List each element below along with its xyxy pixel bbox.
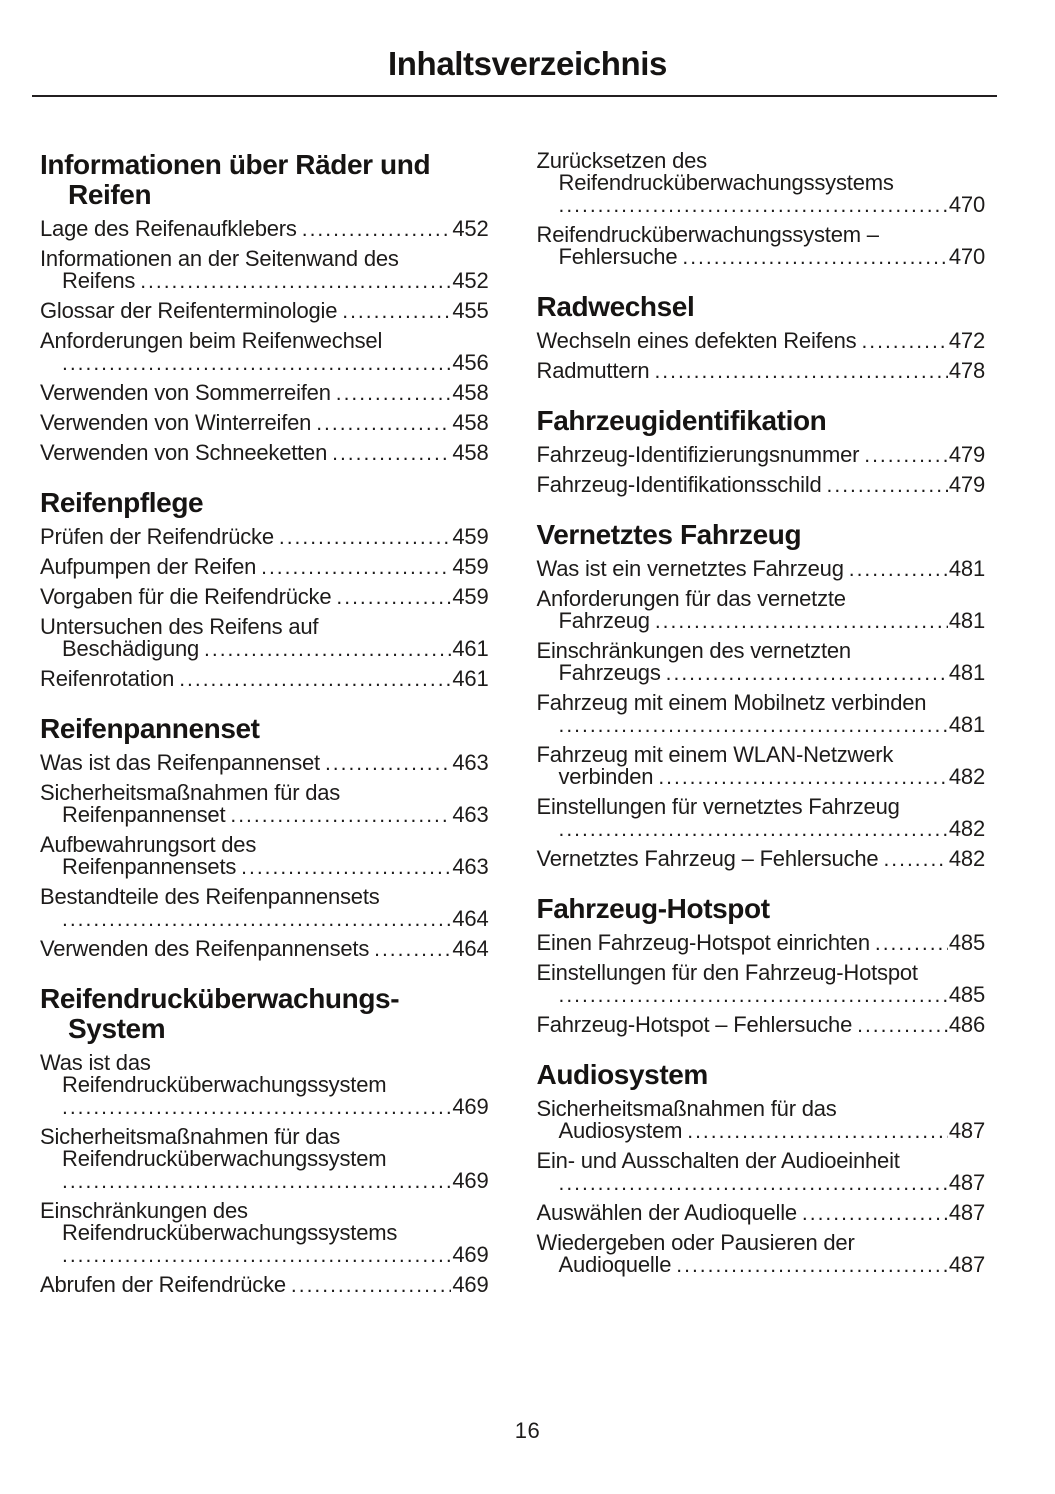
entry-text: Was ist ein vernetztes Fahrzeug: [536, 556, 844, 581]
toc-entry-line: [40, 442, 489, 465]
toc-entry-line: [40, 616, 489, 638]
entry-text: Verwenden von Schneeketten: [40, 440, 328, 465]
dot-leader: [857, 1014, 948, 1037]
toc-entry-line: [40, 938, 489, 961]
dot-leader: [62, 908, 451, 931]
dot-leader: [666, 662, 948, 685]
toc-entry-line: [40, 556, 489, 579]
toc-entry: [40, 586, 489, 609]
entry-text: Wiedergeben oder Pausieren der: [536, 1230, 855, 1255]
toc-entry-line: [40, 908, 489, 931]
entry-text: Auswählen der Audioquelle: [536, 1200, 797, 1225]
dot-leader: [62, 1170, 451, 1193]
entry-text: Ein- und Ausschalten der Audioeinheit: [536, 1148, 900, 1173]
toc-entry: [40, 300, 489, 323]
entry-text: Anforderungen beim Reifenwechsel: [40, 328, 383, 353]
toc-entry: [40, 248, 489, 293]
toc-section: [40, 150, 489, 465]
toc-entry: [537, 474, 986, 497]
page-ref: 469: [452, 1242, 489, 1267]
toc-entry-line: [537, 766, 986, 789]
dot-leader: [336, 382, 452, 405]
toc-entry-line: [40, 412, 489, 435]
section-heading: [537, 406, 986, 436]
page-ref: 487: [948, 1118, 985, 1143]
toc-entry-line: [40, 782, 489, 804]
page-ref: 481: [948, 608, 985, 633]
page-title: Inhaltsverzeichnis: [388, 45, 667, 82]
dot-leader: [559, 984, 948, 1007]
heading-line: Vernetztes Fahrzeug: [536, 519, 802, 550]
toc-entry-line: [40, 834, 489, 856]
dot-leader: [279, 526, 452, 549]
toc-entry-line: [40, 886, 489, 908]
dot-leader: [559, 194, 948, 217]
toc-entry-line: [537, 692, 986, 714]
entry-text: Lage des Reifenaufklebers: [40, 216, 297, 241]
toc-entry-line: [537, 474, 986, 497]
section-heading: [537, 520, 986, 550]
page-ref: 469: [452, 1094, 489, 1119]
toc-column-2: [537, 150, 986, 1304]
dot-leader: [676, 1254, 948, 1277]
toc-entry-line: [40, 1096, 489, 1119]
heading-line: System: [68, 1013, 166, 1044]
page-ref: 469: [452, 1272, 489, 1297]
page-ref: 461: [452, 636, 489, 661]
toc-entry-line: [40, 218, 489, 241]
toc-section: [537, 406, 986, 497]
toc-entry: [40, 330, 489, 375]
toc-entry-line: [40, 1052, 489, 1074]
toc-entry-line: [537, 1120, 986, 1143]
entry-text: Beschädigung: [62, 636, 200, 661]
toc-entry-line: [537, 662, 986, 685]
toc-entry-line: [537, 588, 986, 610]
toc-entry-line: [537, 224, 986, 246]
entry-text: Sicherheitsmaßnahmen für das: [40, 780, 341, 805]
toc-entry-line: [537, 1098, 986, 1120]
entry-text: Bestandteile des Reifenpannensets: [40, 884, 380, 909]
entry-text: Reifens: [62, 268, 136, 293]
dot-leader: [883, 848, 947, 871]
page-ref: 458: [452, 440, 489, 465]
toc-column-1: [40, 150, 489, 1304]
dot-leader: [654, 360, 947, 383]
toc-entry: [537, 1202, 986, 1225]
page-ref: 464: [452, 936, 489, 961]
entry-text: Was ist das: [40, 1050, 151, 1075]
entry-text: Audioquelle: [558, 1252, 672, 1277]
toc-entry: [40, 382, 489, 405]
toc-entry: [40, 1200, 489, 1267]
entry-text: Reifenrotation: [40, 666, 175, 691]
dot-leader: [559, 818, 948, 841]
dot-leader: [241, 856, 451, 879]
dot-leader: [342, 300, 451, 323]
toc-entry-line: [40, 638, 489, 661]
entry-text: Fahrzeug mit einem WLAN-Netzwerk: [536, 742, 894, 767]
toc-entry: [40, 616, 489, 661]
toc-entry: [537, 1014, 986, 1037]
page-ref: 479: [948, 472, 985, 497]
heading-line: Radwechsel: [536, 291, 695, 322]
toc-entry-line: [537, 360, 986, 383]
entry-text: Fehlersuche: [558, 244, 678, 269]
entry-text: Einschränkungen des: [40, 1198, 248, 1223]
heading-line: Reifenpflege: [40, 487, 204, 518]
heading-line: Fahrzeugidentifikation: [536, 405, 827, 436]
entry-text: Aufbewahrungsort des: [40, 832, 257, 857]
toc-entry-line: [40, 1148, 489, 1170]
page-ref: 458: [452, 410, 489, 435]
toc-entry: [537, 360, 986, 383]
dot-leader: [302, 218, 452, 241]
toc-entry-line: [537, 1254, 986, 1277]
entry-text: Fahrzeug mit einem Mobilnetz verbinden: [536, 690, 927, 715]
entry-text: Verwenden von Sommerreifen: [40, 380, 331, 405]
entry-text: Reifendrucküberwachungssystems: [558, 170, 894, 195]
page-ref: 487: [948, 1200, 985, 1225]
entry-text: Anforderungen für das vernetzte: [536, 586, 846, 611]
toc-entry-line: [537, 246, 986, 269]
toc-entry: [537, 692, 986, 737]
heading-line: Reifenpannenset: [40, 713, 260, 744]
toc-entry: [537, 444, 986, 467]
toc-entry-line: [537, 444, 986, 467]
toc-entry: [40, 1274, 489, 1297]
heading-line: Audiosystem: [536, 1059, 708, 1090]
toc-entry: [537, 1098, 986, 1143]
page-ref: 461: [452, 666, 489, 691]
toc-entry: [40, 218, 489, 241]
page-ref: 463: [452, 750, 489, 775]
dot-leader: [658, 766, 948, 789]
toc-entry-line: [40, 1222, 489, 1244]
toc-entry-line: [537, 1014, 986, 1037]
toc-entry: [537, 224, 986, 269]
entry-text: Aufpumpen der Reifen: [40, 554, 257, 579]
toc-entry-line: [537, 1232, 986, 1254]
dot-leader: [62, 1096, 451, 1119]
toc-entry-line: [40, 526, 489, 549]
toc-entry-line: [40, 248, 489, 270]
toc-entry: [537, 848, 986, 871]
page-ref: 472: [948, 328, 985, 353]
toc-section: [537, 150, 986, 269]
dot-leader: [861, 330, 947, 353]
section-heading: [40, 488, 489, 518]
toc-entry-line: [537, 1172, 986, 1195]
toc-entry-line: [40, 330, 489, 352]
page-ref: 487: [948, 1170, 985, 1195]
toc-entry-line: [40, 1126, 489, 1148]
toc-section: [40, 984, 489, 1297]
heading-line: Reifen: [68, 179, 152, 210]
toc-entry-line: [537, 194, 986, 217]
toc-entry-line: [40, 1274, 489, 1297]
entry-text: Reifendrucküberwachungssystem –: [536, 222, 879, 247]
manual-toc-page: [0, 46, 1055, 1494]
toc-columns: [40, 150, 985, 1304]
dot-leader: [864, 444, 948, 467]
toc-entry: [40, 886, 489, 931]
page-ref: 456: [452, 350, 489, 375]
entry-text: Sicherheitsmaßnahmen für das: [40, 1124, 341, 1149]
entry-text: Reifenpannenset: [62, 802, 226, 827]
dot-leader: [204, 638, 451, 661]
dot-leader: [827, 474, 948, 497]
page-ref: 459: [452, 554, 489, 579]
toc-entry-line: [537, 1202, 986, 1225]
toc-entry-line: [40, 804, 489, 827]
toc-section: [40, 488, 489, 691]
entry-text: Einschränkungen des vernetzten: [536, 638, 851, 663]
entry-text: Vorgaben für die Reifendrücke: [40, 584, 332, 609]
toc-entry-line: [537, 640, 986, 662]
entry-text: Verwenden von Winterreifen: [40, 410, 312, 435]
page-ref: 481: [948, 712, 985, 737]
dot-leader: [230, 804, 451, 827]
entry-text: Abrufen der Reifendrücke: [40, 1272, 286, 1297]
dot-leader: [261, 556, 451, 579]
toc-entry: [40, 412, 489, 435]
toc-section: [537, 292, 986, 383]
section-heading: [537, 894, 986, 924]
toc-entry: [40, 782, 489, 827]
entry-text: Wechseln eines defekten Reifens: [536, 328, 857, 353]
toc-entry-line: [537, 330, 986, 353]
toc-entry-line: [40, 382, 489, 405]
toc-entry: [537, 932, 986, 955]
page-ref: 481: [948, 660, 985, 685]
entry-text: Fahrzeug-Hotspot – Fehlersuche: [536, 1012, 853, 1037]
toc-entry: [40, 668, 489, 691]
toc-entry: [537, 1232, 986, 1277]
entry-text: Audiosystem: [558, 1118, 683, 1143]
toc-entry: [40, 834, 489, 879]
toc-section: [537, 520, 986, 871]
toc-entry-line: [40, 270, 489, 293]
toc-entry-line: [40, 300, 489, 323]
toc-entry: [40, 752, 489, 775]
toc-entry: [40, 938, 489, 961]
toc-entry-line: [40, 586, 489, 609]
section-heading: [40, 150, 489, 210]
dot-leader: [62, 1244, 451, 1267]
toc-section: [537, 894, 986, 1037]
entry-text: Fahrzeugs: [558, 660, 661, 685]
entry-text: Einstellungen für den Fahrzeug-Hotspot: [536, 960, 918, 985]
page-ref: 482: [948, 816, 985, 841]
page-ref: 452: [452, 216, 489, 241]
entry-text: Zurücksetzen des: [536, 148, 707, 173]
entry-text: Verwenden des Reifenpannensets: [40, 936, 370, 961]
toc-entry-line: [40, 1244, 489, 1267]
dot-leader: [140, 270, 451, 293]
toc-entry: [40, 1126, 489, 1193]
toc-entry: [537, 558, 986, 581]
dot-leader: [336, 586, 451, 609]
dot-leader: [316, 412, 451, 435]
toc-entry-line: [537, 744, 986, 766]
toc-entry: [40, 1052, 489, 1119]
page-ref: 481: [948, 556, 985, 581]
section-heading: [40, 984, 489, 1044]
entry-text: Fahrzeug-Identifizierungsnummer: [536, 442, 860, 467]
toc-entry-line: [537, 558, 986, 581]
entry-text: Informationen an der Seitenwand des: [40, 246, 399, 271]
toc-entry-line: [537, 1150, 986, 1172]
dot-leader: [332, 442, 451, 465]
dot-leader: [849, 558, 948, 581]
toc-entry-line: [40, 1170, 489, 1193]
toc-entry-line: [40, 752, 489, 775]
entry-text: Fahrzeug: [558, 608, 650, 633]
dot-leader: [374, 938, 451, 961]
toc-entry-line: [40, 1200, 489, 1222]
heading-line: Informationen über Räder und: [40, 149, 431, 180]
entry-text: Fahrzeug-Identifikationsschild: [536, 472, 822, 497]
entry-text: Einstellungen für vernetztes Fahrzeug: [536, 794, 900, 819]
toc-entry-line: [537, 984, 986, 1007]
entry-text: verbinden: [558, 764, 654, 789]
page-ref: 469: [452, 1168, 489, 1193]
dot-leader: [655, 610, 948, 633]
toc-entry: [537, 1150, 986, 1195]
toc-entry-line: [537, 714, 986, 737]
entry-text: Glossar der Reifenterminologie: [40, 298, 338, 323]
page-ref: 487: [948, 1252, 985, 1277]
dot-leader: [559, 1172, 948, 1195]
toc-entry-line: [537, 150, 986, 172]
toc-entry-line: [537, 610, 986, 633]
toc-entry: [537, 640, 986, 685]
toc-entry-line: [537, 796, 986, 818]
dot-leader: [875, 932, 948, 955]
page-ref: 459: [452, 584, 489, 609]
page-ref: 455: [452, 298, 489, 323]
page-ref: 482: [948, 764, 985, 789]
toc-entry-line: [40, 1074, 489, 1096]
toc-entry: [537, 588, 986, 633]
toc-section: [40, 714, 489, 961]
dot-leader: [325, 752, 451, 775]
page-ref: 478: [948, 358, 985, 383]
section-heading: [40, 714, 489, 744]
toc-entry-line: [40, 668, 489, 691]
page-ref: 482: [948, 846, 985, 871]
toc-entry-line: [537, 172, 986, 194]
page-ref: 463: [452, 854, 489, 879]
toc-entry-line: [537, 932, 986, 955]
page-ref: 459: [452, 524, 489, 549]
page-ref: 452: [452, 268, 489, 293]
page-ref: 463: [452, 802, 489, 827]
dot-leader: [802, 1202, 948, 1225]
toc-entry: [537, 744, 986, 789]
title-divider: [32, 95, 997, 97]
page-ref: 479: [948, 442, 985, 467]
section-heading: [537, 292, 986, 322]
toc-entry: [537, 150, 986, 217]
toc-entry: [40, 556, 489, 579]
heading-line: Reifendrucküberwachungs-: [40, 983, 400, 1014]
toc-entry-line: [40, 352, 489, 375]
entry-text: Was ist das Reifenpannenset: [40, 750, 320, 775]
page-ref: 486: [948, 1012, 985, 1037]
entry-text: Untersuchen des Reifens auf: [40, 614, 319, 639]
toc-entry: [537, 962, 986, 1007]
entry-text: Sicherheitsmaßnahmen für das: [536, 1096, 837, 1121]
dot-leader: [62, 352, 451, 375]
page-ref: 458: [452, 380, 489, 405]
entry-text: Einen Fahrzeug-Hotspot einrichten: [536, 930, 870, 955]
page-ref: 485: [948, 982, 985, 1007]
page-number: 16: [514, 1418, 541, 1443]
dot-leader: [179, 668, 451, 691]
toc-entry: [40, 526, 489, 549]
toc-entry: [537, 330, 986, 353]
dot-leader: [559, 714, 948, 737]
entry-text: Radmuttern: [536, 358, 650, 383]
toc-entry-line: [537, 818, 986, 841]
entry-text: Reifendrucküberwachungssystems: [62, 1220, 398, 1245]
section-heading: [537, 1060, 986, 1090]
dot-leader: [682, 246, 948, 269]
page-ref: 485: [948, 930, 985, 955]
toc-entry: [537, 796, 986, 841]
toc-entry: [40, 442, 489, 465]
entry-text: Prüfen der Reifendrücke: [40, 524, 274, 549]
toc-entry-line: [40, 856, 489, 879]
toc-entry-line: [537, 962, 986, 984]
dot-leader: [291, 1274, 451, 1297]
dot-leader: [687, 1120, 948, 1143]
toc-section: [537, 1060, 986, 1277]
entry-text: Reifendrucküberwachungssystem: [62, 1072, 387, 1097]
page-ref: 470: [948, 192, 985, 217]
entry-text: Reifenpannensets: [62, 854, 237, 879]
toc-entry-line: [537, 848, 986, 871]
page-ref: 464: [452, 906, 489, 931]
entry-text: Vernetztes Fahrzeug – Fehlersuche: [536, 846, 879, 871]
page-ref: 470: [948, 244, 985, 269]
entry-text: Reifendrucküberwachungssystem: [62, 1146, 387, 1171]
heading-line: Fahrzeug-Hotspot: [536, 893, 770, 924]
